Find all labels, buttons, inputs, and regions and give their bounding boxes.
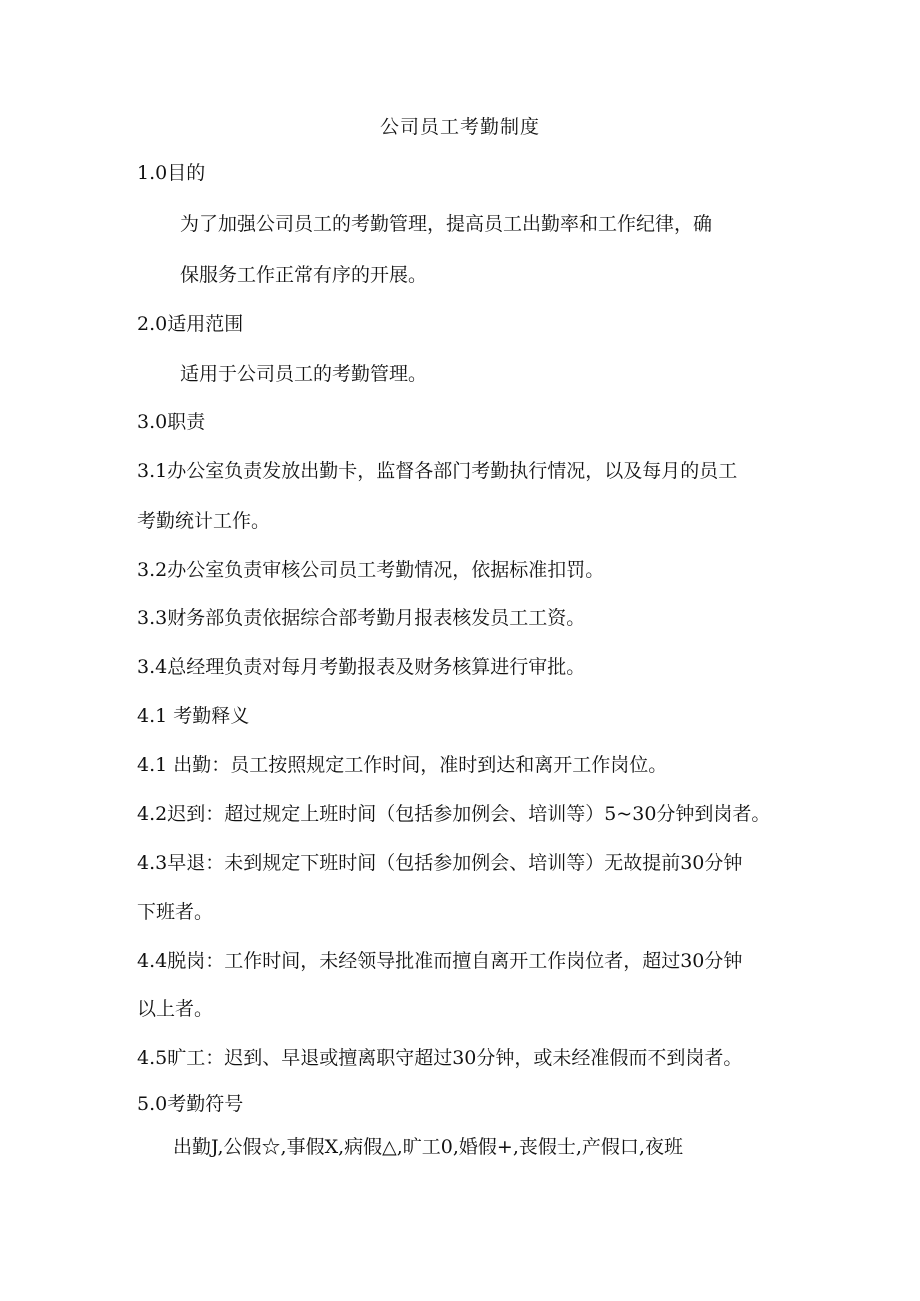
paragraph-line: 4.5旷工：迟到、早退或擅离职守超过30分钟，或未经准假而不到岗者。 (137, 1047, 743, 1069)
paragraph-line: 3.4总经理负责对每月考勤报表及财务核算进行审批。 (137, 656, 586, 678)
paragraph-line: 4.4脱岗：工作时间，未经领导批准而擅自离开工作岗位者，超过30分钟 (137, 950, 743, 972)
document-title: 公司员工考勤制度 (379, 116, 540, 138)
paragraph-line: 下班者。 (137, 901, 214, 923)
paragraph-line: 4.2迟到：超过规定上班时间（包括参加例会、培训等）5~30分钟到岗者。 (137, 803, 771, 825)
paragraph-line: 以上者。 (137, 998, 214, 1020)
section-heading-scope: 2.0适用范围 (137, 313, 244, 335)
paragraph-line: 考勤统计工作。 (137, 510, 271, 532)
paragraph-line: 保服务工作正常有序的开展。 (180, 264, 428, 286)
paragraph-line: 适用于公司员工的考勤管理。 (180, 363, 428, 385)
section-heading-attendance-definitions: 4.1 考勤释义 (137, 705, 250, 727)
section-heading-responsibilities: 3.0职责 (137, 411, 206, 433)
paragraph-line: 出勤J,公假☆,事假X,病假△,旷工0,婚假+,丧假士,产假口,夜班 (173, 1136, 683, 1158)
paragraph-line: 为了加强公司员工的考勤管理，提高员工出勤率和工作纪律，确 (180, 213, 713, 235)
section-heading-attendance-symbols: 5.0考勤符号 (137, 1093, 244, 1115)
paragraph-line: 3.2办公室负责审核公司员工考勤情况，依据标准扣罚。 (137, 559, 605, 581)
paragraph-line: 4.3早退：未到规定下班时间（包括参加例会、培训等）无故提前30分钟 (137, 852, 743, 874)
paragraph-line: 3.1办公室负责发放出勤卡，监督各部门考勤执行情况，以及每月的员工 (137, 460, 738, 482)
section-heading-purpose: 1.0目的 (137, 162, 206, 184)
paragraph-line: 3.3财务部负责依据综合部考勤月报表核发员工工资。 (137, 607, 586, 629)
paragraph-line: 4.1 出勤：员工按照规定工作时间，准时到达和离开工作岗位。 (137, 754, 668, 776)
